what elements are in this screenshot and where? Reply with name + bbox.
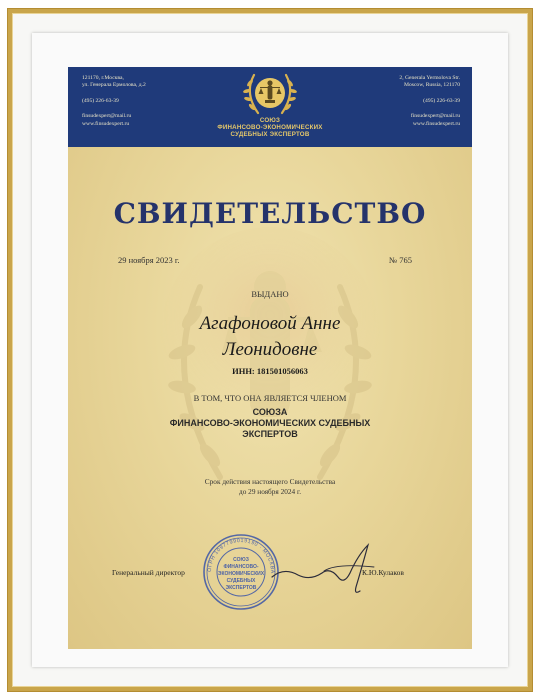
org-name-line: ФИНАНСОВО-ЭКОНОМИЧЕСКИХ [217, 124, 323, 131]
certificate-header [68, 67, 472, 147]
address-line: 121170, г.Москва, [82, 75, 124, 81]
validity-line: до 29 ноября 2024 г. [238, 486, 302, 496]
director-label: Генеральный директор [112, 568, 185, 577]
phone: (495) 226-63-39 [423, 97, 460, 104]
svg-text:ЭКСПЕРТОВ: ЭКСПЕРТОВ [225, 585, 257, 591]
union-name-line: СОЮЗА [252, 407, 288, 417]
website: www.finsudexpert.ru [412, 120, 460, 127]
certificate-title: СВИДЕТЕЛЬСТВО [113, 197, 427, 230]
phone: (495) 226-63-39 [82, 97, 119, 104]
header-contacts-en [399, 75, 460, 128]
union-name-line: ЭКСПЕРТОВ [242, 429, 298, 439]
svg-text:ЭКОНОМИЧЕСКИХ: ЭКОНОМИЧЕСКИХ [217, 571, 265, 577]
validity-line: Срок действия настоящего Свидетельства [204, 477, 336, 486]
certificate-number: № 765 [389, 255, 412, 265]
membership-statement: В ТОМ, ЧТО ОНА ЯВЛЯЕТСЯ ЧЛЕНОМ [193, 393, 347, 403]
svg-text:ФИНАНСОВО-: ФИНАНСОВО- [223, 564, 259, 570]
org-name [188, 117, 352, 138]
svg-text:СОЮЗ: СОЮЗ [233, 557, 249, 563]
issued-label: ВЫДАНО [251, 289, 289, 299]
address-line: 2, Generala Yermolova Str. [399, 75, 460, 81]
email: finsudexpert@mail.ru [82, 113, 132, 120]
director-name: К.Ю.Кулаков [362, 568, 404, 577]
union-name-line: ФИНАНСОВО-ЭКОНОМИЧЕСКИХ СУДЕБНЫХ [169, 418, 371, 428]
issue-date: 29 ноября 2023 г. [118, 255, 180, 265]
union-name [68, 407, 472, 440]
svg-text:ОГРН 1097799019190 · МОСКВА ·: ОГРН 1097799019190 · МОСКВА · [206, 537, 276, 579]
email: finsudexpert@mail.ru [410, 113, 460, 120]
certificate [68, 67, 472, 649]
address-line: Moscow, Russia, 121170 [404, 82, 460, 89]
header-contacts-ru [82, 75, 146, 128]
address-line: ул. Генерала Ермолова, д.2 [82, 82, 146, 89]
recipient-name: Агафоновой Анне [199, 313, 341, 334]
recipient-patronymic: Леонидовне [222, 339, 318, 360]
themis-justice-emblem-icon [238, 69, 302, 117]
svg-text:СУДЕБНЫХ: СУДЕБНЫХ [226, 578, 256, 584]
validity-period [68, 477, 472, 496]
org-name-line: СУДЕБНЫХ ЭКСПЕРТОВ [230, 131, 310, 138]
recipient-inn: ИНН: 181501056063 [232, 366, 308, 376]
website: www.finsudexpert.ru [82, 120, 130, 127]
org-name-line: СОЮЗ [259, 117, 281, 124]
